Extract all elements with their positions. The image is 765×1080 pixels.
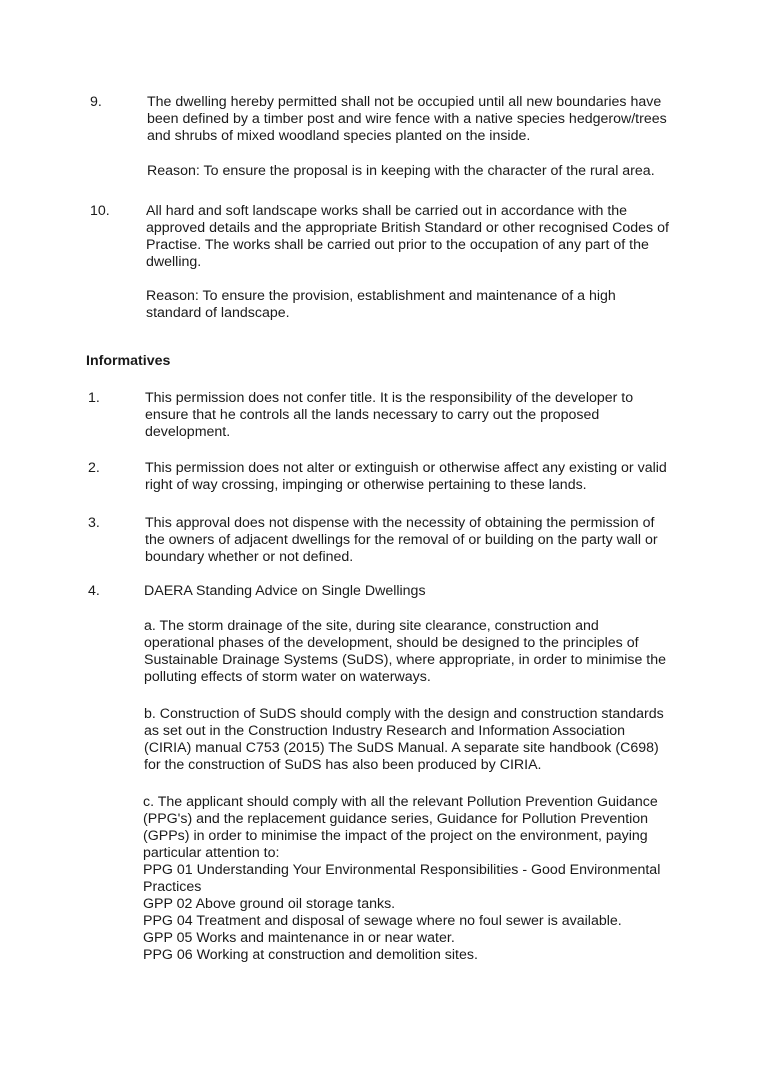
informative-text-line: the owners of adjacent dwellings for the removal of or building on the party wall or bbox=[145, 532, 658, 548]
sub-c-line: PPG 01 Understanding Your Environmental Responsibilities - Good Environmental bbox=[143, 862, 661, 878]
sub-c-line: (GPPs) in order to minimise the impact of the project on the environment, paying bbox=[143, 828, 648, 844]
sub-c-line: (PPG's) and the replacement guidance series, Guidance for Pollution Prevention bbox=[143, 811, 649, 827]
sub-c-line: GPP 02 Above ground oil storage tanks. bbox=[143, 896, 396, 912]
condition-reason: Reason: To ensure the provision, establishment and maintenance of a high bbox=[146, 288, 616, 304]
condition-number: 9. bbox=[90, 94, 102, 110]
condition-text-line: Practise. The works shall be carried out prior to the occupation of any part of the bbox=[146, 237, 649, 253]
informative-text-line: development. bbox=[145, 424, 231, 440]
informative-text-line: right of way crossing, impinging or otherwise pertaining to these lands. bbox=[145, 477, 587, 493]
informative-text-line: ensure that he controls all the lands necessary to carry out the proposed bbox=[145, 407, 600, 423]
sub-a-line: a. The storm drainage of the site, during site clearance, construction and bbox=[144, 618, 599, 634]
condition-number: 10. bbox=[90, 203, 110, 219]
sub-a-line: operational phases of the development, should be designed to the principles of bbox=[144, 635, 639, 651]
sub-b-line: for the construction of SuDS has also been produced by CIRIA. bbox=[144, 757, 542, 773]
condition-text-line: dwelling. bbox=[146, 254, 202, 270]
condition-text-line: approved details and the appropriate British Standard or other recognised Codes of bbox=[146, 220, 669, 236]
sub-c-line: particular attention to: bbox=[143, 845, 280, 861]
sub-c-line: Practices bbox=[143, 879, 202, 895]
condition-text-line: been defined by a timber post and wire fence with a native species hedgerow/trees bbox=[147, 111, 667, 127]
sub-b-line: b. Construction of SuDS should comply with the design and construction standards bbox=[144, 706, 664, 722]
condition-text-line: All hard and soft landscape works shall be carried out in accordance with the bbox=[146, 203, 628, 219]
informative-text-line: This permission does not confer title. It is the responsibility of the developer to bbox=[145, 390, 634, 406]
sub-c-line: GPP 05 Works and maintenance in or near water. bbox=[143, 930, 455, 946]
sub-c-line: PPG 06 Working at construction and demolition sites. bbox=[143, 947, 478, 963]
sub-b-line: as set out in the Construction Industry Research and Information Association bbox=[144, 723, 626, 739]
informative-text-line: boundary whether or not defined. bbox=[145, 549, 354, 565]
condition-reason: standard of landscape. bbox=[146, 305, 290, 321]
sub-c-line: PPG 04 Treatment and disposal of sewage where no foul sewer is available. bbox=[143, 913, 622, 929]
informative-number: 2. bbox=[88, 460, 100, 476]
informative-text-line: This approval does not dispense with the necessity of obtaining the permission of bbox=[145, 515, 655, 531]
informatives-heading: Informatives bbox=[86, 353, 171, 369]
sub-c-line: c. The applicant should comply with all the relevant Pollution Prevention Guidance bbox=[143, 794, 658, 810]
informative-title: DAERA Standing Advice on Single Dwellings bbox=[144, 583, 426, 599]
condition-text-line: The dwelling hereby permitted shall not be occupied until all new boundaries have bbox=[147, 94, 662, 110]
sub-b-line: (CIRIA) manual C753 (2015) The SuDS Manual. A separate site handbook (C698) bbox=[144, 740, 659, 756]
informative-number: 4. bbox=[88, 583, 100, 599]
informative-number: 3. bbox=[88, 515, 100, 531]
informative-number: 1. bbox=[88, 390, 100, 406]
sub-a-line: polluting effects of storm water on waterways. bbox=[144, 669, 431, 685]
sub-a-line: Sustainable Drainage Systems (SuDS), where appropriate, in order to minimise the bbox=[144, 652, 667, 668]
condition-text-line: and shrubs of mixed woodland species planted on the inside. bbox=[147, 128, 531, 144]
condition-reason: Reason: To ensure the proposal is in keeping with the character of the rural area. bbox=[147, 163, 655, 179]
informative-text-line: This permission does not alter or extinguish or otherwise affect any existing or valid bbox=[145, 460, 667, 476]
